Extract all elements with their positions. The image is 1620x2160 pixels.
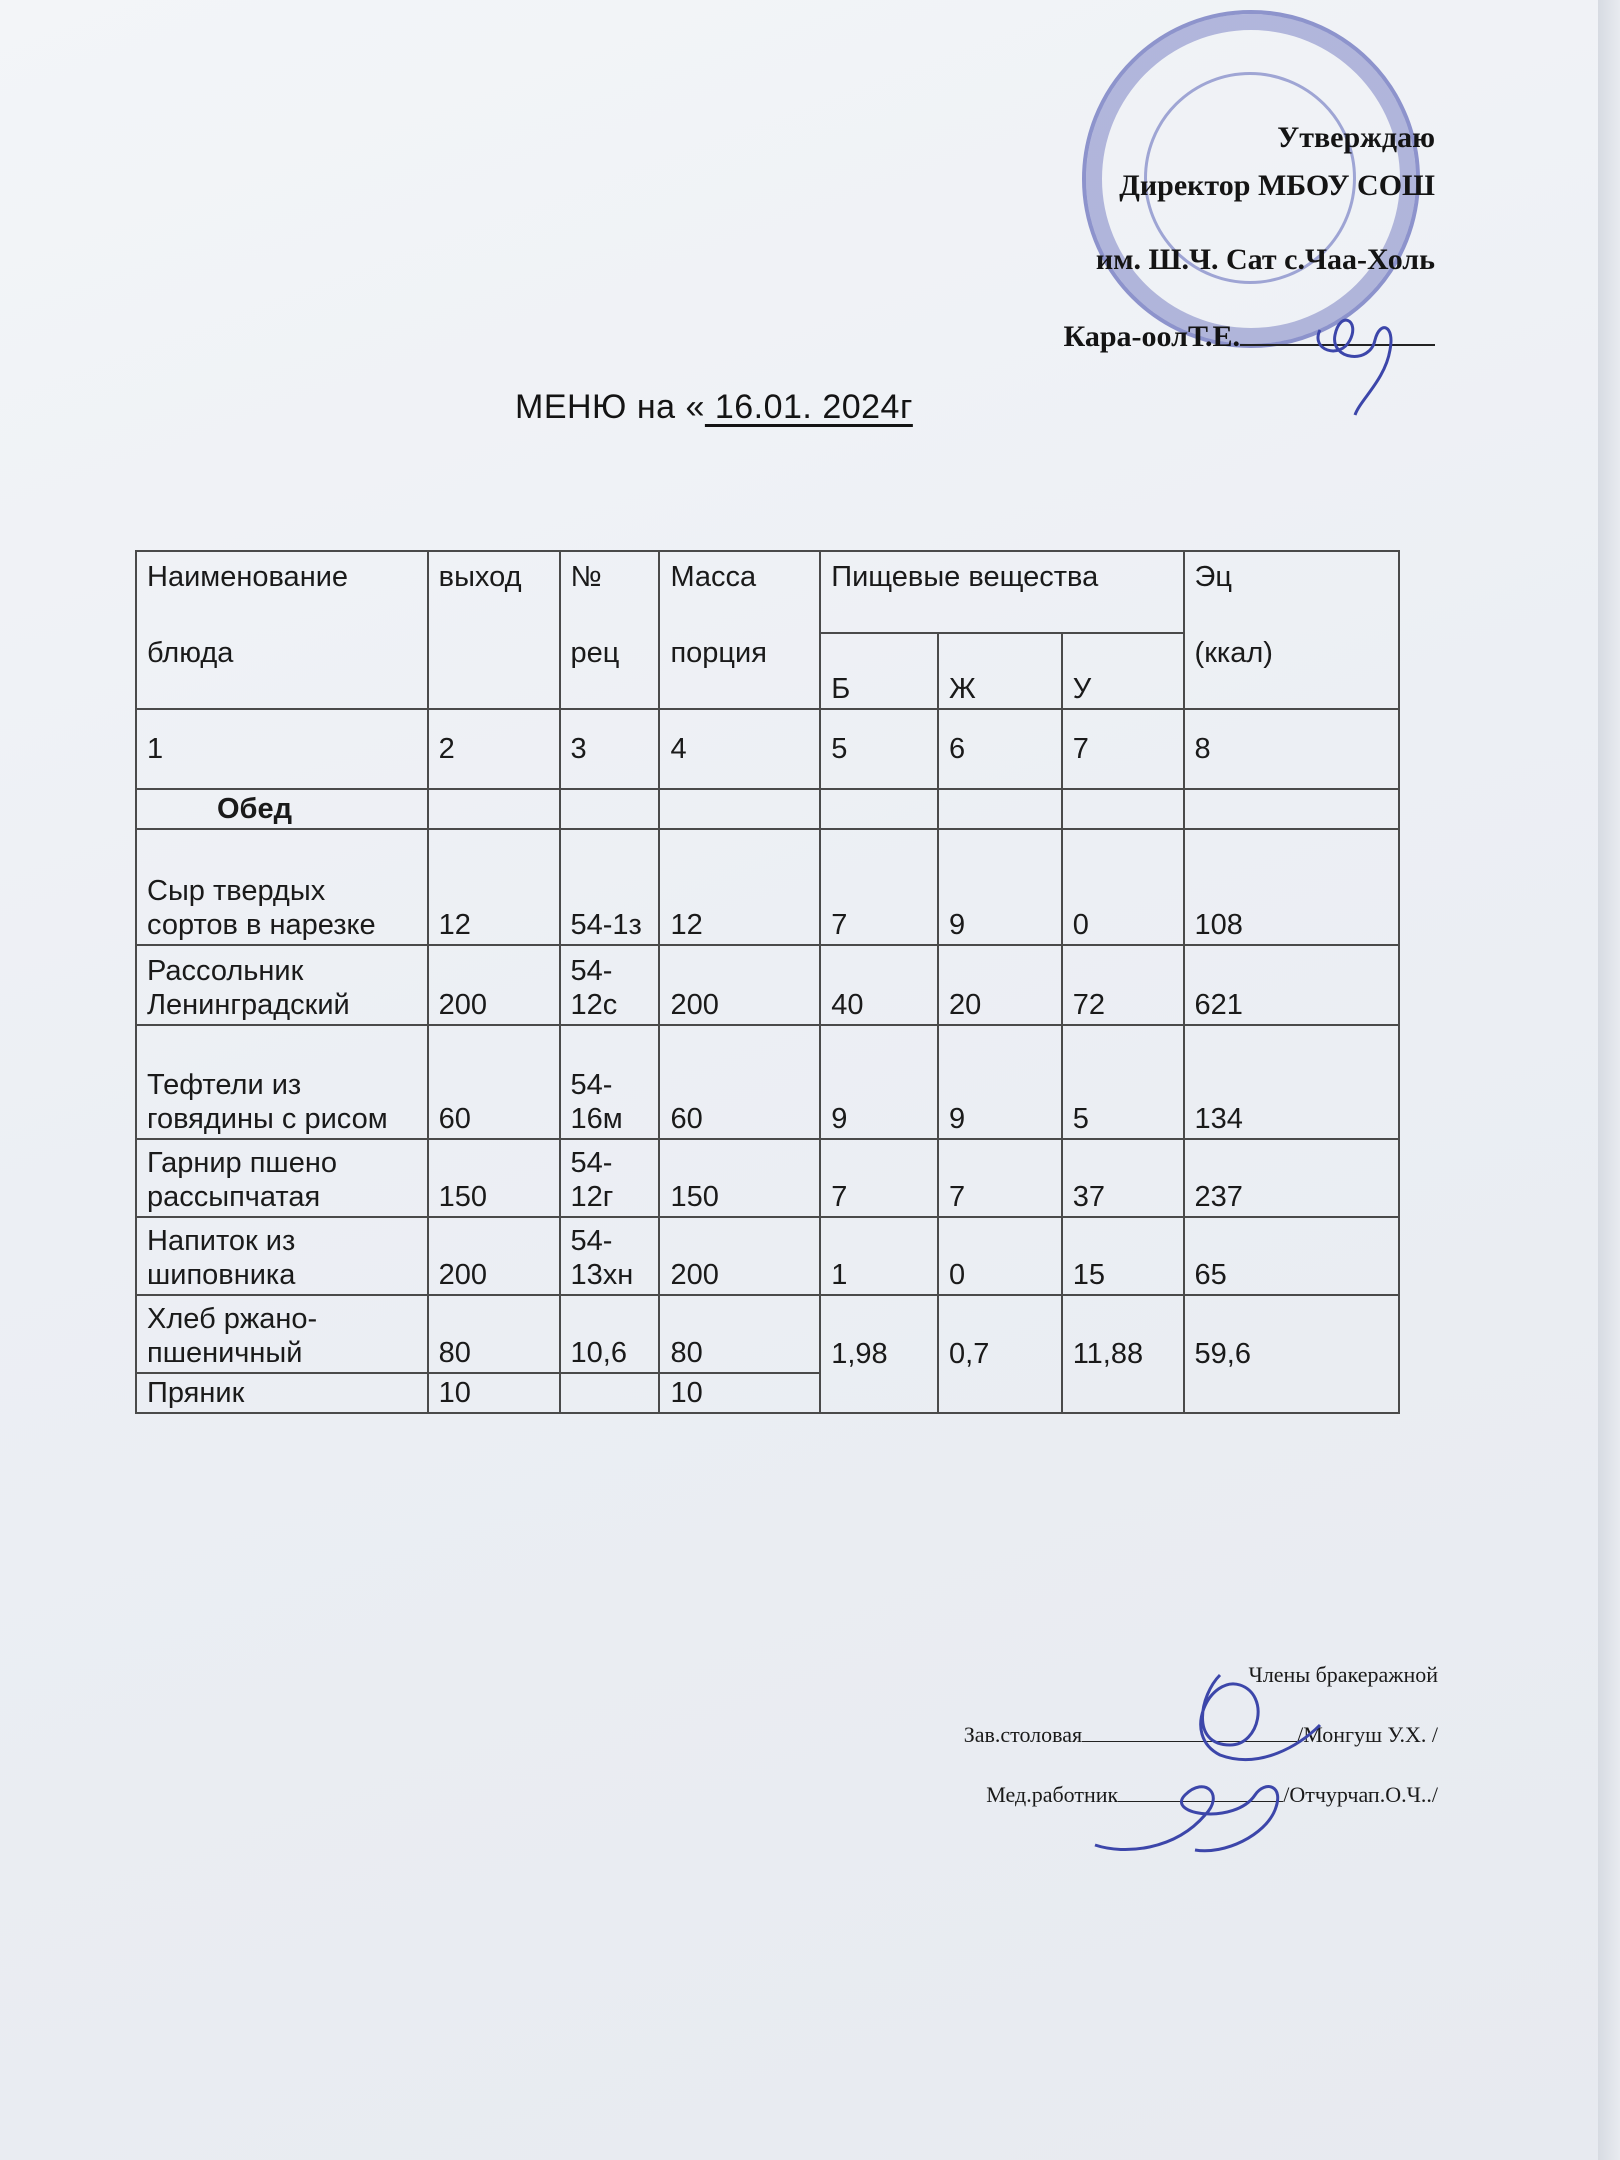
dish-fat: 9 — [938, 829, 1062, 945]
dish-name: Рассольник Ленинградский — [136, 945, 428, 1025]
dish-recipe — [560, 1373, 660, 1413]
header-yield: выход — [428, 551, 560, 709]
header-fat: Ж — [938, 633, 1062, 709]
header-recipe: № рец — [560, 551, 660, 709]
dish-protein: 1 — [820, 1217, 938, 1295]
table-row — [136, 1295, 1399, 1373]
dish-mass: 200 — [659, 1217, 820, 1295]
dish-protein: 7 — [820, 829, 938, 945]
header-energy: Эц (ккал) — [1184, 551, 1399, 709]
dish-mass: 12 — [659, 829, 820, 945]
menu-date: 16.01. 2024г — [704, 388, 913, 426]
dish-energy: 237 — [1184, 1139, 1399, 1217]
approval-title: Утверждаю — [1277, 121, 1435, 154]
dish-energy: 108 — [1184, 829, 1399, 945]
dish-energy: 621 — [1184, 945, 1399, 1025]
header-carbs: У — [1062, 633, 1184, 709]
dish-name: Тефтели из говядины с рисом — [136, 1025, 428, 1139]
dish-recipe: 54-12с — [560, 945, 660, 1025]
dish-carbs: 72 — [1062, 945, 1184, 1025]
dish-fat: 0,7 — [938, 1295, 1062, 1413]
column-number: 5 — [820, 709, 938, 789]
dish-yield: 12 — [428, 829, 560, 945]
menu-table — [135, 550, 1400, 1414]
dish-carbs: 0 — [1062, 829, 1184, 945]
table-row — [136, 945, 1399, 1025]
dish-protein: 7 — [820, 1139, 938, 1217]
dish-name: Пряник — [136, 1373, 428, 1413]
dish-name: Напиток из шиповника — [136, 1217, 428, 1295]
dish-name: Сыр твердых сортов в нарезке — [136, 829, 428, 945]
column-numbers-row — [136, 709, 1399, 789]
commission-title: Члены бракеражной — [1248, 1662, 1438, 1687]
column-number: 4 — [659, 709, 820, 789]
page-edge — [1598, 0, 1620, 2160]
header-nutrients: Пищевые вещества — [820, 551, 1183, 633]
dish-mass: 80 — [659, 1295, 820, 1373]
header-protein: Б — [820, 633, 938, 709]
dish-yield: 10 — [428, 1373, 560, 1413]
dish-energy: 134 — [1184, 1025, 1399, 1139]
dish-fat: 7 — [938, 1139, 1062, 1217]
table-row — [136, 1139, 1399, 1217]
dish-carbs: 15 — [1062, 1217, 1184, 1295]
dish-fat: 9 — [938, 1025, 1062, 1139]
dish-protein: 9 — [820, 1025, 938, 1139]
dish-mass: 60 — [659, 1025, 820, 1139]
dish-yield: 60 — [428, 1025, 560, 1139]
dish-recipe: 10,6 — [560, 1295, 660, 1373]
section-row — [136, 789, 1399, 829]
dish-yield: 80 — [428, 1295, 560, 1373]
dish-carbs: 5 — [1062, 1025, 1184, 1139]
menu-title: МЕНЮ на « 16.01. 2024г — [515, 388, 913, 426]
approval-school: им. Ш.Ч. Сат с.Чаа-Холь — [1095, 243, 1435, 276]
dish-protein: 40 — [820, 945, 938, 1025]
column-number: 1 — [136, 709, 428, 789]
dish-carbs: 11,88 — [1062, 1295, 1184, 1413]
header-name: Наименование блюда — [136, 551, 428, 709]
section-title: Обед — [136, 789, 428, 829]
dish-fat: 0 — [938, 1217, 1062, 1295]
approval-signer: Кара-оолТ.Е. — [935, 314, 1435, 354]
dish-yield: 200 — [428, 1217, 560, 1295]
dish-mass: 150 — [659, 1139, 820, 1217]
dish-recipe: 54-13хн — [560, 1217, 660, 1295]
dish-energy: 65 — [1184, 1217, 1399, 1295]
column-number: 7 — [1062, 709, 1184, 789]
dish-carbs: 37 — [1062, 1139, 1184, 1217]
dish-name: Гарнир пшено рассыпчатая — [136, 1139, 428, 1217]
table-row — [136, 1217, 1399, 1295]
dish-yield: 200 — [428, 945, 560, 1025]
column-number: 2 — [428, 709, 560, 789]
table-row — [136, 829, 1399, 945]
dish-recipe: 54-12г — [560, 1139, 660, 1217]
dish-recipe: 54-1з — [560, 829, 660, 945]
dish-energy: 59,6 — [1184, 1295, 1399, 1413]
cafeteria-signature-line: Зав.столовая /Монгуш У.Х. / — [963, 1722, 1438, 1747]
header-mass: Масса порция — [659, 551, 820, 709]
column-number: 6 — [938, 709, 1062, 789]
table-row — [136, 1025, 1399, 1139]
medic-signature — [1085, 1755, 1315, 1865]
dish-name: Хлеб ржано-пшеничный — [136, 1295, 428, 1373]
dish-mass: 200 — [659, 945, 820, 1025]
approval-block — [935, 118, 1435, 354]
dish-recipe: 54-16м — [560, 1025, 660, 1139]
dish-mass: 10 — [659, 1373, 820, 1413]
medic-signature-line: Мед.работник /Отчурчап.О.Ч../ — [986, 1782, 1438, 1807]
dish-yield: 150 — [428, 1139, 560, 1217]
dish-protein: 1,98 — [820, 1295, 938, 1413]
column-number: 8 — [1184, 709, 1399, 789]
dish-fat: 20 — [938, 945, 1062, 1025]
column-number: 3 — [560, 709, 660, 789]
approval-director: Директор МБОУ СОШ — [1119, 169, 1435, 202]
